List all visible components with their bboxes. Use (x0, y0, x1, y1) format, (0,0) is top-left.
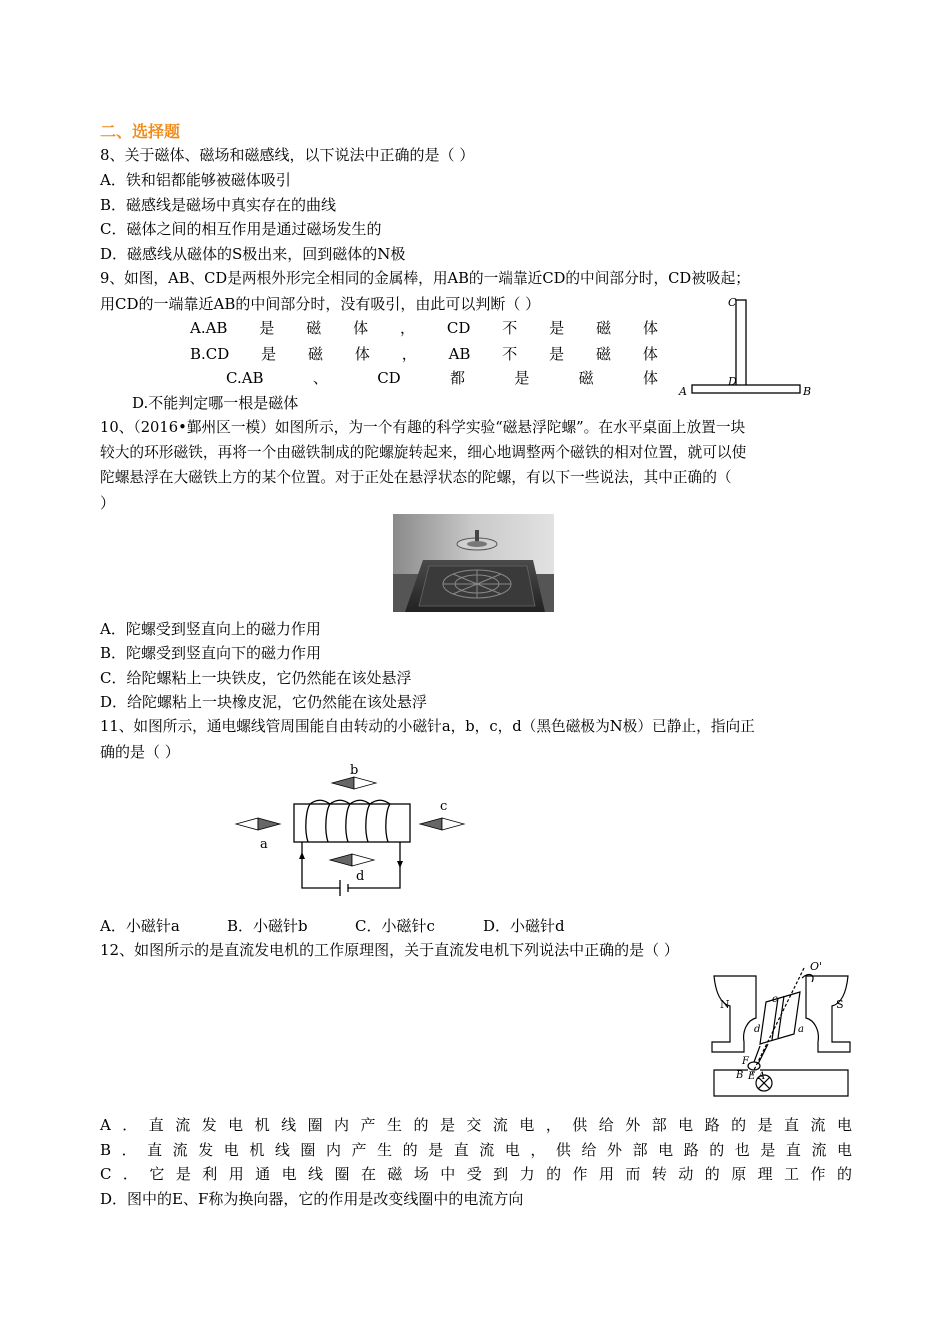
label-c: c (440, 799, 448, 814)
q12-option-d: D．图中的E、F称为换向器，它的作用是改变线圈中的电流方向 (100, 1190, 524, 1208)
q10-option-a: A．陀螺受到竖直向上的磁力作用 (100, 620, 321, 638)
q11-option-c: C．小磁针c (355, 917, 435, 935)
current-arrow-down (397, 861, 403, 868)
q10-photo-levitating-top (393, 514, 554, 612)
q9-stem-line1: 9、如图，AB、CD是两根外形完全相同的金属棒，用AB的一端靠近CD的中间部分时，CD被吸起； (100, 270, 750, 287)
label-d: d (754, 1024, 761, 1035)
q8-option-d: D．磁感线从磁体的S极出来，回到磁体的N极 (100, 245, 406, 263)
q10-line4: ） (100, 494, 116, 512)
q9-figure-rods (674, 294, 814, 404)
q10-line2: 较大的环形磁铁，再将一个由磁铁制成的陀螺旋转起来，细心地调整两个磁铁的相对位置，就可以使 (100, 444, 747, 461)
q10-option-c: C．给陀螺粘上一块铁皮，它仍然能在该处悬浮 (100, 669, 412, 687)
q11-line2: 确的是（ ） (100, 743, 180, 761)
q11-option-d: D．小磁针d (483, 917, 565, 935)
q10-option-b: B．陀螺受到竖直向下的磁力作用 (100, 644, 322, 662)
q12-option-a: A．直流发电机线圈内产生的是交流电，供给外部电路的是直流电 (100, 1116, 852, 1134)
label-c: c (772, 994, 778, 1005)
compass-needle-c (420, 818, 464, 830)
q11-option-a: A．小磁针a (100, 917, 180, 935)
q12-option-c: C．它是利用通电线圈在磁场中受到力的作用而转动的原理工作的 (100, 1165, 852, 1183)
label-a: a (260, 837, 268, 852)
label-d: d (356, 869, 365, 884)
rod-cd (736, 300, 746, 388)
q12-figure-dc-generator (708, 962, 854, 1100)
q8-option-c: C．磁体之间的相互作用是通过磁场发生的 (100, 220, 382, 238)
q9-option-b: B.CD 是 磁 体 ， AB 不 是 磁 体 (190, 345, 658, 363)
q11-options (100, 917, 565, 935)
solenoid-core (294, 804, 410, 842)
label-d: D (728, 375, 737, 388)
q11-figure-solenoid (232, 760, 472, 900)
q10-line1: 10、（2016•鄞州区一模）如图所示，为一个有趣的科学实验“磁悬浮陀螺”。在水平桌面上放置一块 (100, 419, 746, 436)
external-circuit (714, 1070, 848, 1096)
q11-line1: 11、如图所示，通电螺线管周围能自由转动的小磁针a，b，c，d（黑色磁极为N极）已静止，指向正 (100, 718, 755, 735)
q12-stem: 12、如图所示的是直流发电机的工作原理图，关于直流发电机下列说法中正确的是（ ） (100, 941, 679, 959)
q10-line3: 陀螺悬浮在大磁铁上方的某个位置。对于正处在悬浮状态的陀螺，有以下一些说法，其中正确的（ (100, 469, 732, 486)
compass-needle-a (236, 818, 280, 830)
circuit-wire (302, 842, 400, 896)
q8-stem: 8、关于磁体、磁场和磁感线，以下说法中正确的是（ ） (100, 146, 475, 164)
magnet-s (806, 976, 850, 1052)
compass-needle-d (330, 854, 374, 866)
q9-option-c: C.AB 、 CD 都 是 磁 体 (226, 369, 658, 387)
label-c: C (728, 296, 737, 309)
rod-ab (692, 385, 800, 393)
q11-option-b: B．小磁针b (227, 917, 308, 935)
q10-option-d: D．给陀螺粘上一块橡皮泥，它仍然能在该处悬浮 (100, 693, 428, 711)
q12-option-b: B．直流发电机线圈内产生的是直流电，供给外部电路的也是直流电 (100, 1141, 852, 1159)
label-o-prime: O' (810, 962, 823, 973)
q8-option-b: B．磁感线是磁场中真实存在的曲线 (100, 196, 337, 214)
label-f: F (742, 1056, 749, 1067)
q9-option-d: D.不能判定哪一根是磁体 (132, 394, 299, 412)
section-title: 二、选择题 (100, 122, 181, 141)
label-a2: A (758, 1071, 766, 1082)
label-a: A (679, 385, 687, 398)
label-b: b (350, 763, 359, 778)
current-arrow-up (299, 852, 305, 859)
label-e: E (748, 1071, 756, 1082)
label-n: N (720, 998, 730, 1011)
label-a: a (798, 1024, 804, 1035)
magnet-n (712, 976, 756, 1052)
label-b: B (803, 385, 812, 398)
q8-option-a: A．铁和铝都能够被磁体吸引 (100, 171, 291, 189)
compass-needle-b (332, 777, 376, 789)
label-b: B (736, 1070, 744, 1081)
q9-option-a: A.AB 是 磁 体 ， CD 不 是 磁 体 (190, 319, 658, 337)
label-s: S (836, 998, 844, 1011)
q9-stem-line2: 用CD的一端靠近AB的中间部分时，没有吸引，由此可以判断（ ） (100, 295, 541, 313)
